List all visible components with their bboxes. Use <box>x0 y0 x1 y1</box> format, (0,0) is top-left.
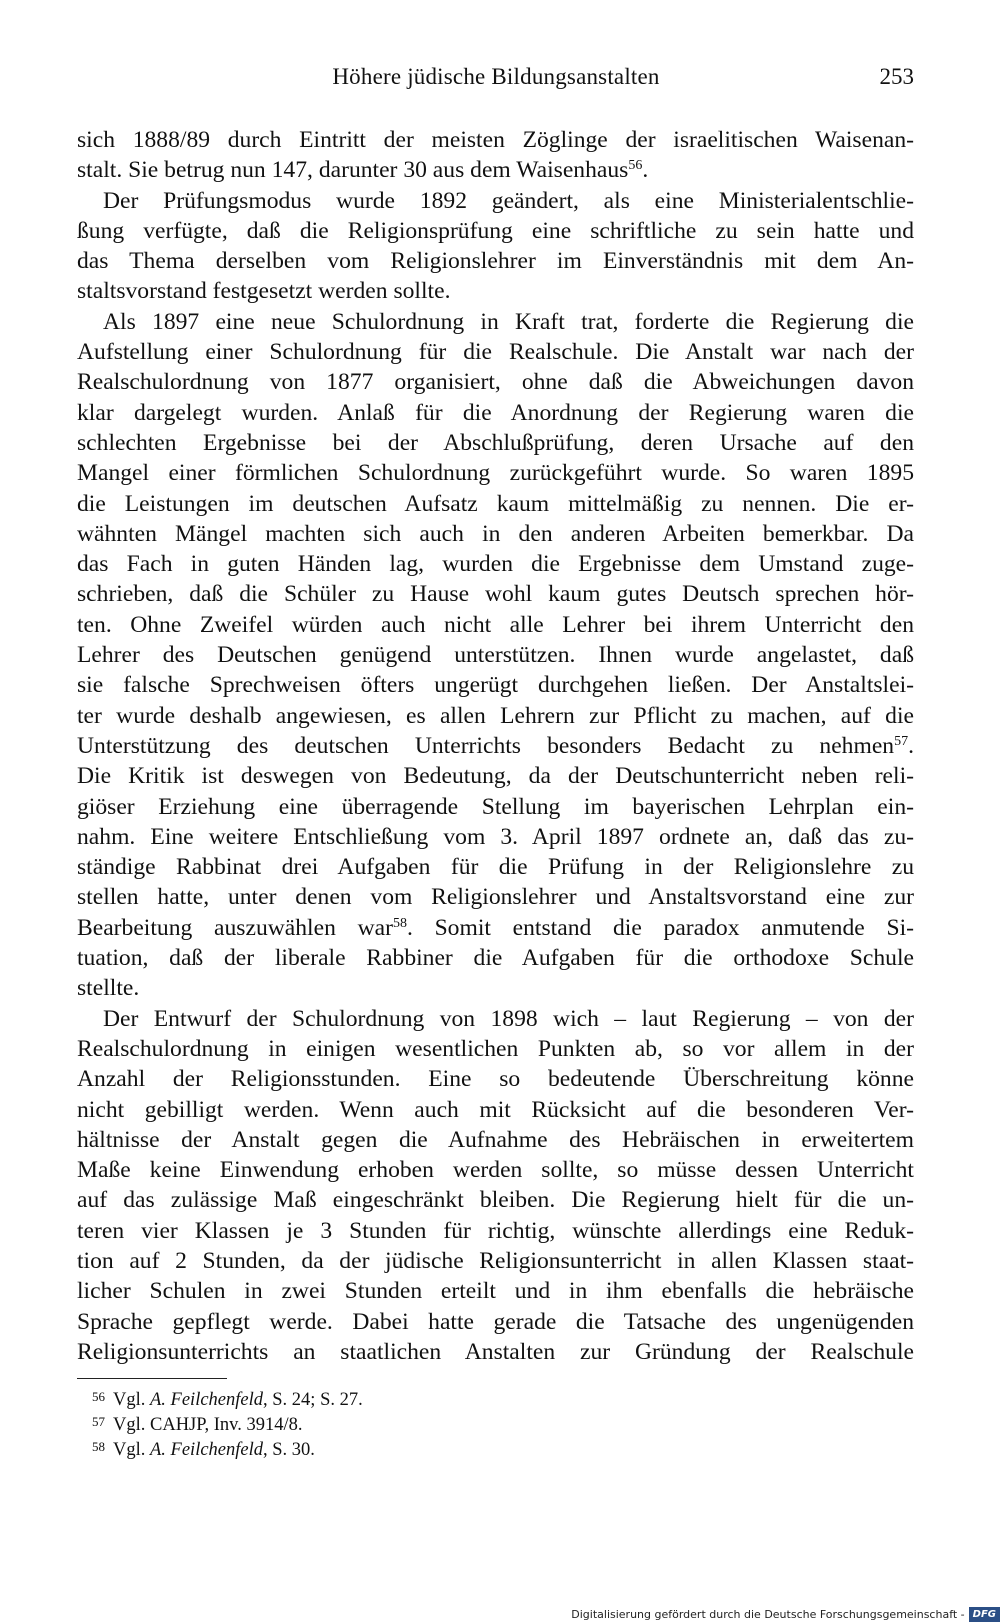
author-name: A. Feilchenfeld <box>150 1390 264 1410</box>
text-line: Die Kritik ist deswegen von Bedeutung, da der Deutschunterricht neben reli- <box>77 763 914 790</box>
text-line: teren vier Klassen je 3 Stunden für richtig, wünschte allerdings eine Reduk- <box>77 1217 914 1244</box>
text-line: das Fach in guten Händen lag, wurden die Ergebnisse dem Umstand zuge- <box>77 551 914 578</box>
footnote-ref-57: 57 <box>894 733 909 749</box>
text-line: stellte. <box>77 975 140 1002</box>
text-line: die Leistungen im deutschen Aufsatz kaum mittelmäßig zu nennen. Die er- <box>77 490 914 517</box>
text-line: Mangel einer förmlichen Schulordnung zurückgeführt wurde. So waren 1895 <box>77 460 914 487</box>
text-line: tion auf 2 Stunden, da der jüdische Religionsunterricht in allen Klassen staat- <box>77 1247 914 1274</box>
footnote-ref-56: 56 <box>628 158 643 174</box>
text-line: Aufstellung einer Schulordnung für die Realschule. Die Anstalt war nach der <box>77 339 914 366</box>
footnote-56: $^{56}$ Vgl. A. Feilchenfeld, S. 24; S. 27. <box>92 1389 363 1410</box>
footnote-58: $^{58}$ Vgl. A. Feilchenfeld, S. 30. <box>92 1439 315 1460</box>
text-line: Bearbeitung auszuwählen war$^{58}$. Somit entstand die paradox anmutende Si- <box>77 914 914 941</box>
text-line: Lehrer des Deutschen genügend unterstützen. Ihnen wurde angelastet, daß <box>77 642 914 669</box>
dfg-logo: DFG <box>969 1607 1000 1622</box>
text-line: hältnisse der Anstalt gegen die Aufnahme des Hebräischen in erweitertem <box>77 1126 914 1153</box>
text-line: schrieben, daß die Schüler zu Hause wohl kaum gutes Deutsch sprechen hör- <box>77 581 914 608</box>
text-line: Als 1897 eine neue Schulordnung in Kraft trat, forderte die Regierung die <box>103 308 914 335</box>
footnotes <box>92 1384 363 1459</box>
footnote-number: 56 <box>92 1389 105 1404</box>
body-text <box>77 125 914 1367</box>
text-line: das Thema derselben vom Religionslehrer im Einverständnis mit dem An- <box>77 248 914 275</box>
text-line: staltsvorstand festgesetzt werden sollte. <box>77 278 451 305</box>
footnote-ref-58: 58 <box>392 915 407 931</box>
digitization-credit <box>571 1604 1000 1624</box>
text-line: ßung verfügte, daß die Religionsprüfung eine schriftliche zu sein hatte und <box>77 217 914 244</box>
credit-text: Digitalisierung gefördert durch die Deutsche Forschungsgemeinschaft - <box>571 1607 965 1621</box>
text-line: Der Entwurf der Schulordnung von 1898 wich – laut Regierung – von der <box>103 1005 914 1032</box>
text-line: klar dargelegt wurden. Anlaß für die Anordnung der Regierung waren die <box>77 399 914 426</box>
text-line: ständige Rabbinat drei Aufgaben für die Prüfung in der Religionslehre zu <box>77 854 914 881</box>
text-line: wähnten Mängel machten sich auch in den anderen Arbeiten bemerkbar. Da <box>77 520 914 547</box>
page-header <box>78 64 914 96</box>
text-line: schlechten Ergebnisse bei der Abschlußprüfung, deren Ursache auf den <box>77 429 914 456</box>
text-line: Realschulordnung von 1877 organisiert, ohne daß die Abweichungen davon <box>77 369 914 396</box>
page-number: 253 <box>879 64 914 89</box>
text-line: Religionsunterrichts an staatlichen Anstalten zur Gründung der Realschule <box>77 1338 914 1365</box>
text-line: stellen hatte, unter denen vom Religionslehrer und Anstaltsvorstand eine zur <box>77 884 914 911</box>
footnote-57: $^{57}$ Vgl. CAHJP, Inv. 3914/8. <box>92 1414 303 1435</box>
text-line: tuation, daß der liberale Rabbiner die Aufgaben für die orthodoxe Schule <box>77 945 914 972</box>
text-line: ten. Ohne Zweifel würden auch nicht alle Lehrer bei ihrem Unterricht den <box>77 611 914 638</box>
footnote-number: 58 <box>92 1439 105 1454</box>
footnote-separator <box>77 1378 227 1379</box>
text-line: Maße keine Einwendung erhoben werden sollte, so müsse dessen Unterricht <box>77 1157 914 1184</box>
text-line: Realschulordnung in einigen wesentlichen Punkten ab, so vor allem in der <box>77 1035 914 1062</box>
text-line: Der Prüfungsmodus wurde 1892 geändert, als eine Ministerialentschlie- <box>103 187 914 214</box>
running-title: Höhere jüdische Bildungsanstalten <box>332 64 660 89</box>
text-line: licher Schulen in zwei Stunden erteilt und in ihm ebenfalls die hebräische <box>77 1278 914 1305</box>
text-line: ter wurde deshalb angewiesen, es allen Lehrern zur Pflicht zu machen, auf die <box>77 702 914 729</box>
text-line: nahm. Eine weitere Entschließung vom 3. April 1897 ordnete an, daß das zu- <box>77 823 914 850</box>
text-line: stalt. Sie betrug nun 147, darunter 30 aus dem Waisenhaus$^{56}$. <box>77 157 649 184</box>
text-line: nicht gebilligt werden. Wenn auch mit Rücksicht auf die besonderen Ver- <box>77 1096 914 1123</box>
text-line: auf das zulässige Maß eingeschränkt bleiben. Die Regierung hielt für die un- <box>77 1187 914 1214</box>
text-line: sie falsche Sprechweisen öfters ungerügt durchgehen ließen. Der Anstaltslei- <box>77 672 914 699</box>
text-line: Sprache gepflegt werde. Dabei hatte gerade die Tatsache des ungenügenden <box>77 1308 914 1335</box>
text-line: Unterstützung des deutschen Unterrichts besonders Bedacht zu nehmen$^{57}$. <box>77 732 914 759</box>
footnote-number: 57 <box>92 1414 105 1429</box>
author-name: A. Feilchenfeld <box>150 1440 264 1460</box>
text-line: giöser Erziehung eine überragende Stellung im bayerischen Lehrplan ein- <box>77 793 914 820</box>
text-line: Anzahl der Religionsstunden. Eine so bedeutende Überschreitung könne <box>77 1066 914 1093</box>
text-line: sich 1888/89 durch Eintritt der meisten Zöglinge der israelitischen Waisenan- <box>77 127 914 153</box>
